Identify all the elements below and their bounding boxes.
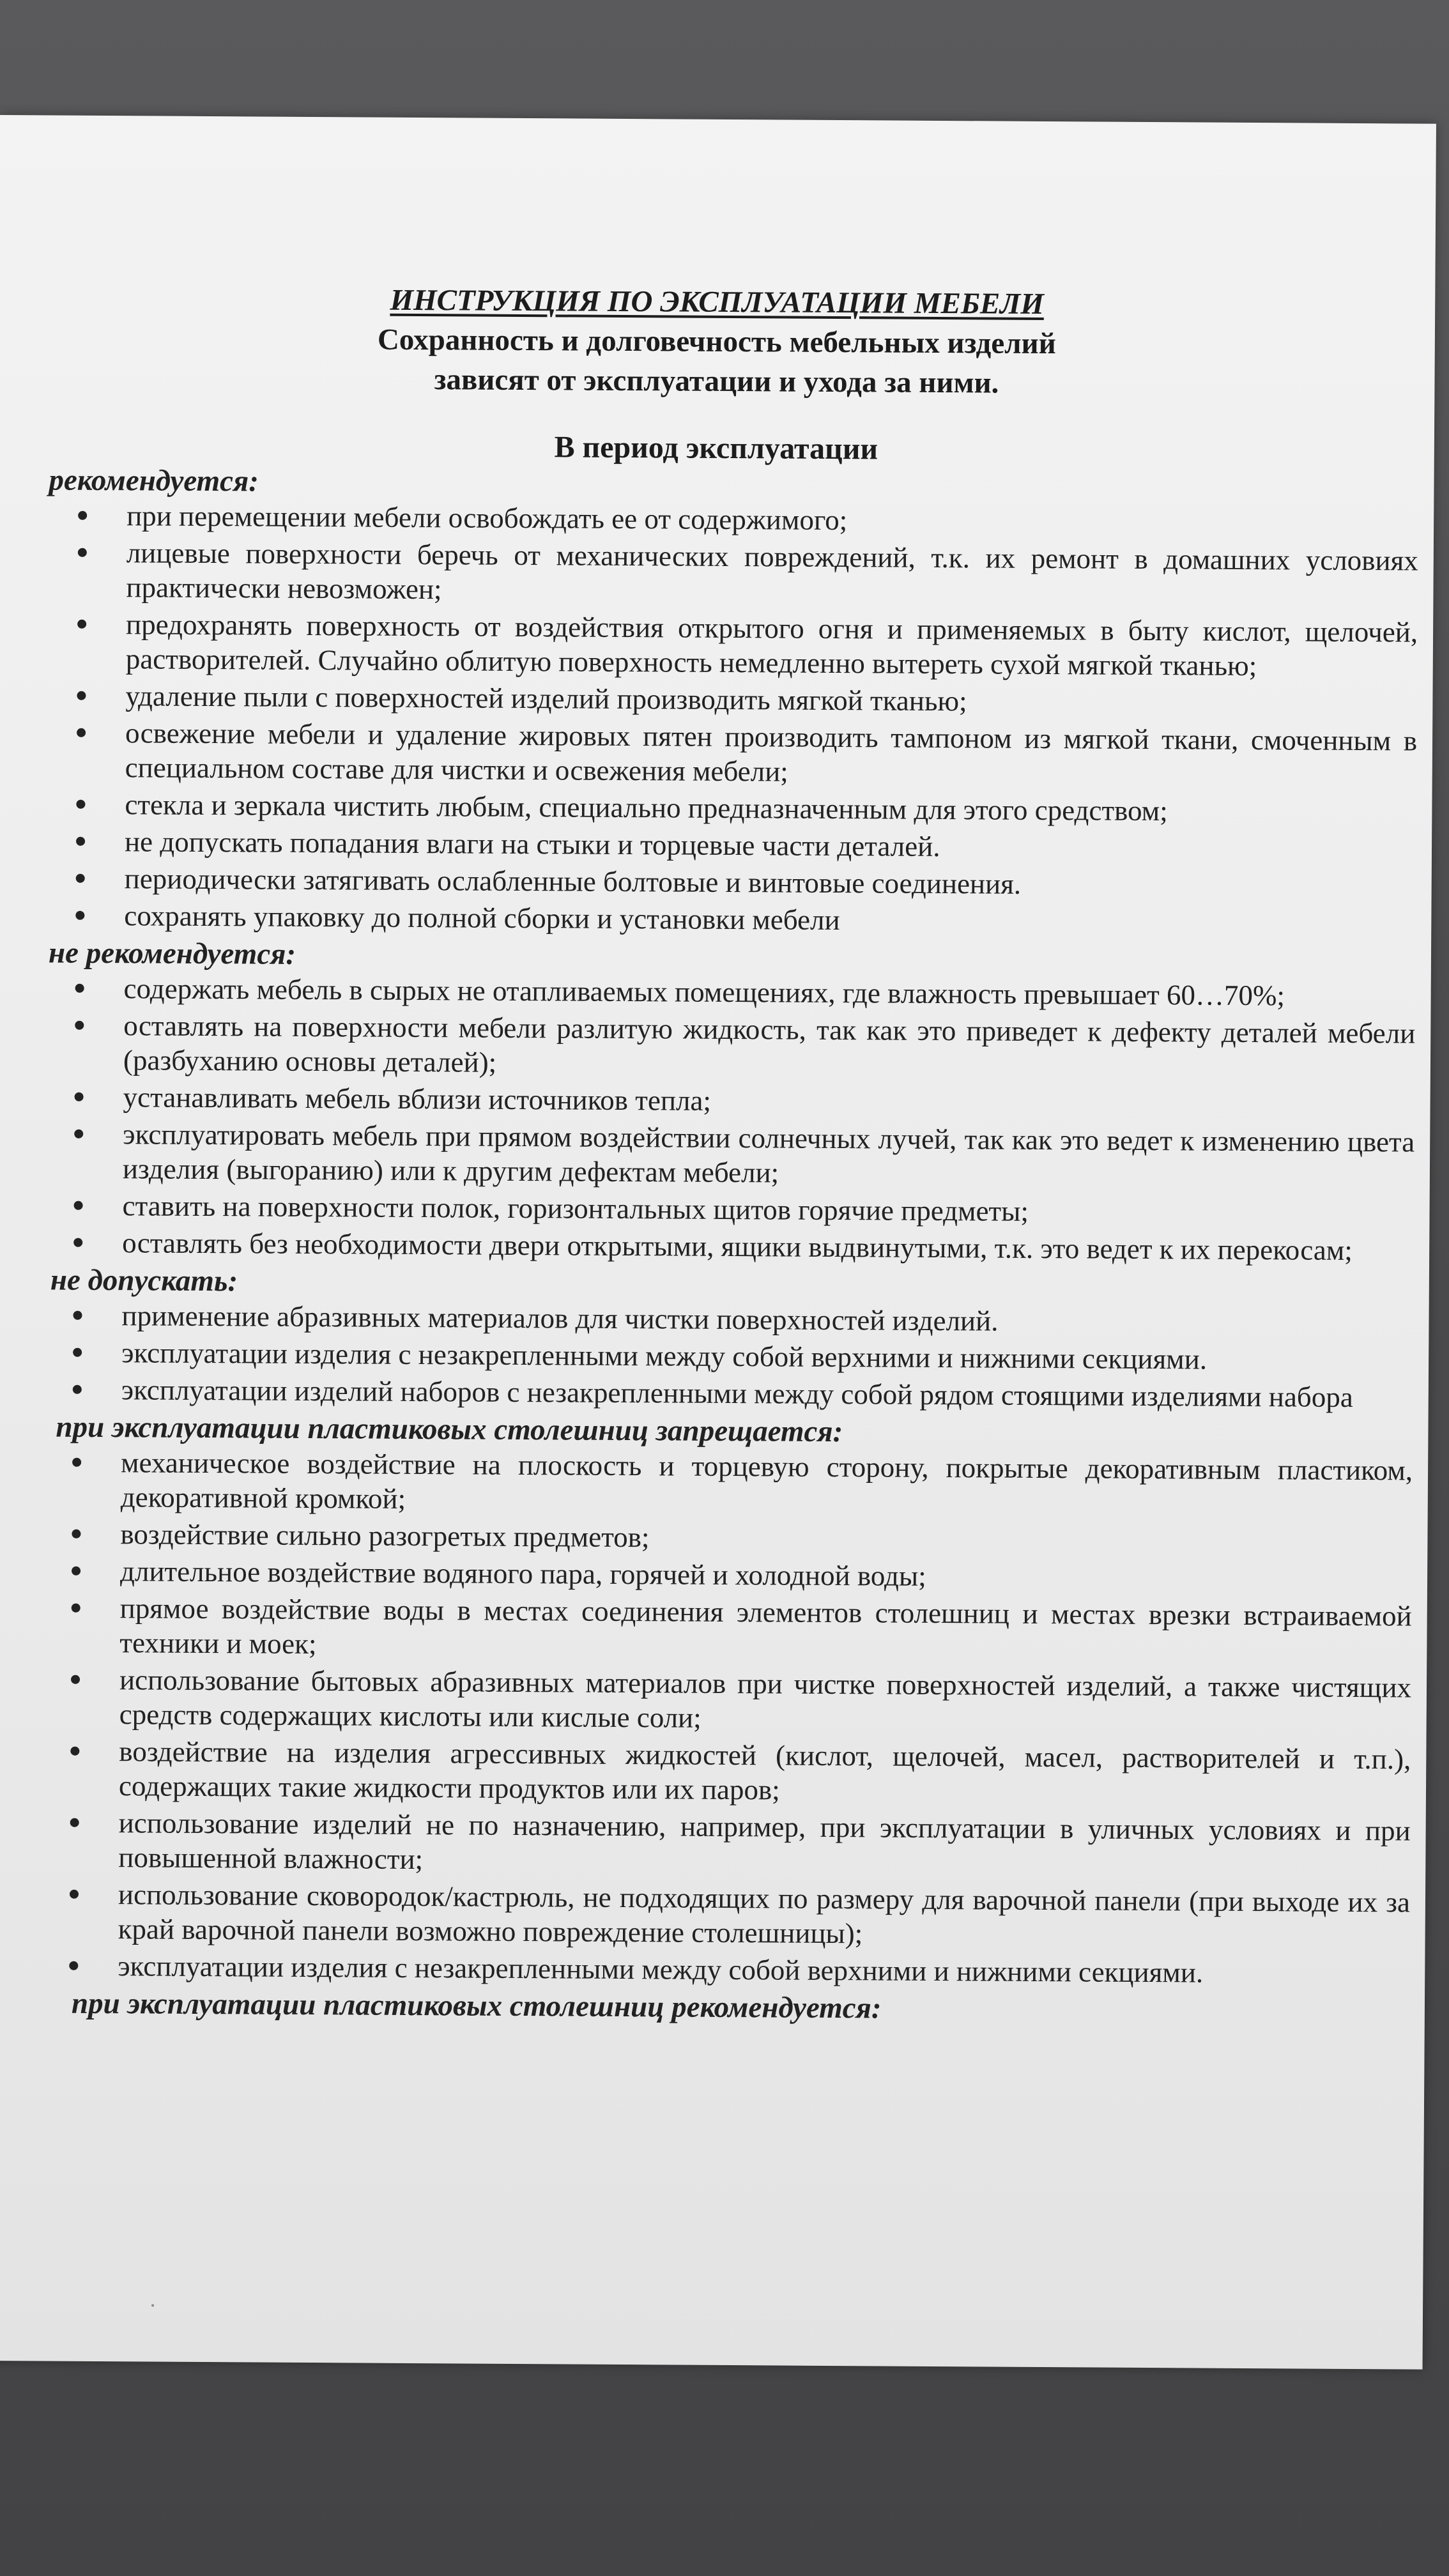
bullet-icon — [76, 800, 85, 809]
list-item: ставить на поверхности полок, горизонтальных щитов горячие предметы; — [38, 1188, 1418, 1230]
bullet-icon — [70, 1818, 79, 1827]
bullet-icon — [72, 1567, 80, 1575]
bullet-icon — [73, 1238, 82, 1247]
document-subtitle-line-1: Сохранность и долговечность мебельных изделий — [377, 323, 1056, 361]
list-item: применение абразивных материалов для чистки поверхностей изделий. — [37, 1298, 1417, 1340]
list-item: эксплуатации изделий наборов с незакрепленными между собой рядом стоящими изделиями набора — [37, 1372, 1417, 1414]
bullet-icon — [75, 984, 84, 993]
countertops-prohibited-list — [33, 1445, 1416, 1991]
list-item: эксплуатации изделия с незакрепленными между собой верхними и нижними секциями. — [37, 1335, 1417, 1377]
list-item: освежение мебели и удаление жировых пятен производить тампоном из мягкой ткани, смоченным в специальном составе для чистки и освежения мебели; — [41, 715, 1422, 792]
bullet-icon — [77, 728, 86, 737]
bullet-icon — [75, 911, 84, 920]
list-item: предохранять поверхность от воздействия открытого огня и применяемых в быту кислот, щелочей, растворителей. Случайно облитую поверхность немедленно вытереть сухой мягкой тканью; — [42, 606, 1422, 684]
list-item: использование бытовых абразивных материалов при чистке поверхностей изделий, а также чистящих средств содержащих кислоты или кислые соли; — [35, 1662, 1416, 1739]
section-heading-countertops-prohibited: при эксплуатации пластиковых столешниц запрещается: — [56, 1410, 843, 1449]
bullet-icon — [76, 837, 85, 846]
section-heading-not-allowed: не допускать: — [50, 1263, 238, 1298]
instructions-content — [33, 462, 1423, 2029]
bullet-icon — [74, 1201, 83, 1210]
bullet-icon — [77, 691, 86, 700]
list-item: не допускать попадания влаги на стыки и торцевые части деталей. — [40, 824, 1420, 866]
document-subtitle-line-2: зависят от эксплуатации и ухода за ними. — [434, 363, 999, 400]
list-item: прямое воздействие воды в местах соединения элементов столешниц и местах врезки встраиваемой техники и моек; — [35, 1590, 1416, 1667]
bullet-icon — [72, 1458, 81, 1467]
bullet-icon — [74, 1130, 83, 1138]
not-allowed-list — [37, 1298, 1418, 1414]
recommended-list — [40, 498, 1422, 940]
bullet-icon — [78, 511, 87, 520]
list-item: длительное воздействие водяного пара, горячей и холодной воды; — [36, 1553, 1416, 1596]
bullet-icon — [73, 1311, 82, 1320]
bullet-icon — [76, 874, 85, 883]
document-title: ИНСТРУКЦИЯ ПО ЭКСПЛУАТАЦИИ МЕБЕЛИ — [390, 283, 1045, 321]
list-item: механическое воздействие на плоскость и торцевую сторону, покрытые декоративным пластиком, декоративной кромкой; — [36, 1445, 1417, 1522]
section-heading-recommended: рекомендуется: — [49, 463, 259, 498]
list-item: оставлять без необходимости двери открытыми, ящики выдвинутыми, т.к. это ведет к их перекосам; — [38, 1225, 1418, 1268]
list-item: периодически затягивать ослабленные болтовые и винтовые соединения. — [40, 861, 1420, 903]
bullet-icon — [73, 1348, 82, 1357]
not-recommended-list — [38, 970, 1420, 1268]
bullet-icon — [70, 1890, 79, 1899]
list-item: стекла и зеркала чистить любым, специально предназначенным для этого средством; — [40, 786, 1420, 829]
list-item: эксплуатировать мебель при прямом воздействии солнечных лучей, так как это ведет к изменению цвета изделия (выгоранию) или к другим дефектам мебели; — [38, 1116, 1419, 1193]
list-item: устанавливать мебель вблизи источников тепла; — [38, 1079, 1418, 1122]
list-item: оставлять на поверхности мебели разлитую жидкость, так как это приведет к дефекту деталей мебели (разбуханию основы деталей); — [39, 1008, 1420, 1085]
bullet-icon — [73, 1385, 82, 1394]
list-item: содержать мебель в сырых не отапливаемых помещениях, где влажность превышает 60…70%; — [39, 970, 1419, 1013]
bullet-icon — [78, 548, 87, 557]
instruction-sheet — [0, 115, 1436, 2370]
bullet-icon — [72, 1604, 80, 1613]
bullet-icon — [75, 1021, 84, 1030]
document-title-block — [0, 278, 1435, 406]
section-heading-not-recommended: не рекомендуется: — [48, 936, 296, 971]
bullet-icon — [75, 1092, 84, 1101]
list-item: удаление пыли с поверхностей изделий производить мягкой тканью; — [41, 678, 1421, 721]
bullet-icon — [72, 1529, 80, 1538]
list-item: при перемещении мебели освобождать ее от содержимого; — [42, 498, 1422, 540]
bullet-icon — [77, 620, 86, 629]
bullet-icon — [69, 1961, 78, 1970]
period-heading: В период эксплуатации — [554, 430, 878, 466]
list-item: воздействие на изделия агрессивных жидкостей (кислот, щелочей, масел, растворителей и т.п.), содержащих такие жидкости продуктов или их паров; — [34, 1733, 1415, 1811]
list-item: сохранять упаковку до полной сборки и установки мебели — [40, 898, 1420, 940]
list-item: использование сковородок/кастрюль, не подходящих по размеру для варочной панели (при выходе их за край варочной панели возможно повреждение столешницы); — [33, 1876, 1414, 1954]
bullet-icon — [71, 1675, 80, 1684]
section-heading-countertops-recommended: при эксплуатации пластиковых столешниц рекомендуется: — [71, 1986, 882, 2025]
list-item: использование изделий не по назначению, например, при эксплуатации в уличных условиях и при повышенной влажности; — [34, 1805, 1414, 1882]
list-item: лицевые поверхности беречь от механических повреждений, т.к. их ремонт в домашних условиях практически невозможен; — [42, 535, 1422, 612]
paper-speck — [151, 2304, 154, 2307]
bullet-icon — [70, 1747, 79, 1756]
list-item: эксплуатации изделия с незакрепленными между собой верхними и нижними секциями. — [33, 1948, 1413, 1991]
list-item: воздействие сильно разогретых предметов; — [36, 1516, 1416, 1559]
